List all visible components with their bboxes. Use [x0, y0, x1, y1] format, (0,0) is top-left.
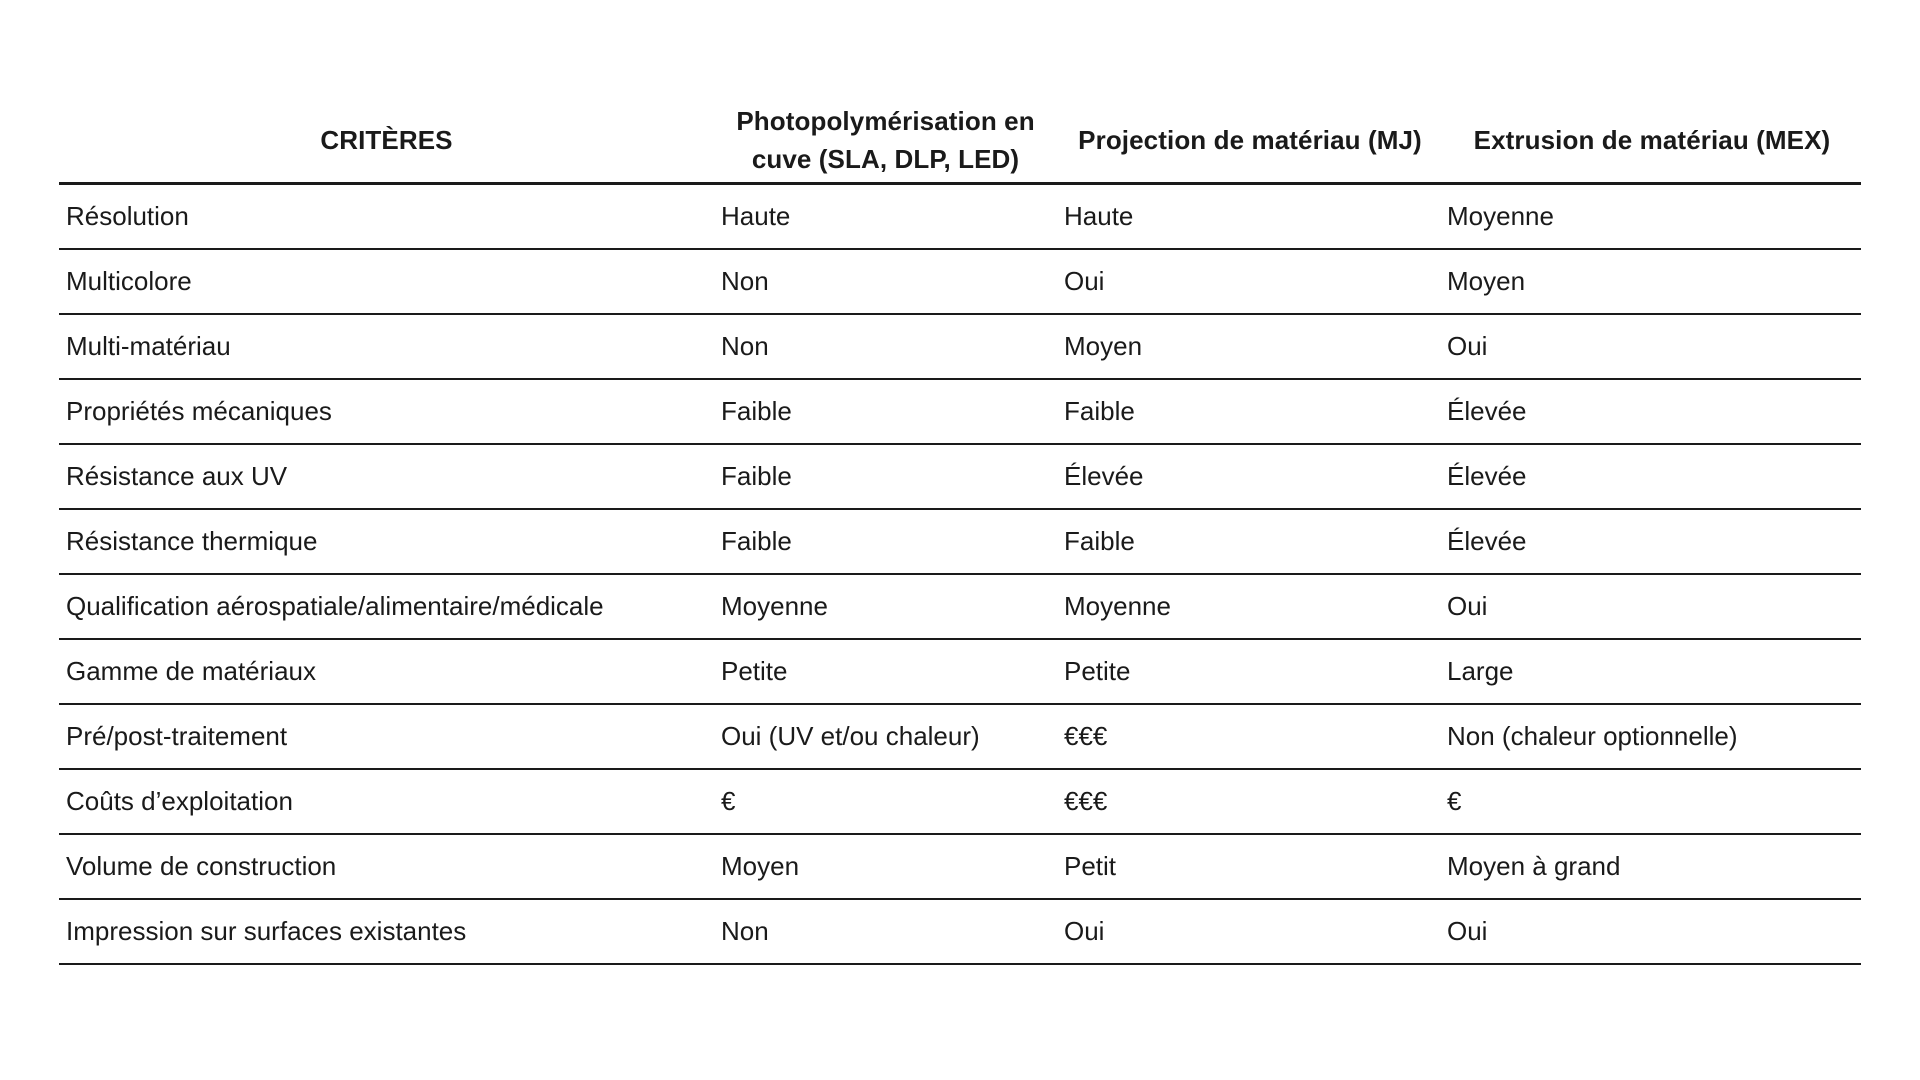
- value-cell: Faible: [714, 444, 1057, 509]
- table-row: [59, 899, 1861, 964]
- value-cell: €: [1443, 769, 1861, 834]
- value-cell: Élevée: [1443, 444, 1861, 509]
- table-row: [59, 249, 1861, 314]
- header-material-jetting: Projection de matériau (MJ): [1057, 98, 1443, 184]
- criteria-cell: Résistance aux UV: [59, 444, 714, 509]
- header-criteria: CRITÈRES: [59, 98, 714, 184]
- table-row: [59, 639, 1861, 704]
- value-cell: Faible: [714, 379, 1057, 444]
- header-material-extrusion: Extrusion de matériau (MEX): [1443, 98, 1861, 184]
- table-header: [59, 98, 1861, 184]
- header-row: [59, 98, 1861, 184]
- value-cell: Non: [714, 249, 1057, 314]
- table-row: [59, 769, 1861, 834]
- value-cell: Moyen: [714, 834, 1057, 899]
- value-cell: Non (chaleur optionnelle): [1443, 704, 1861, 769]
- value-cell: Moyen: [1443, 249, 1861, 314]
- table-row: [59, 314, 1861, 379]
- value-cell: €€€: [1057, 704, 1443, 769]
- table-row: [59, 834, 1861, 899]
- value-cell: Haute: [714, 184, 1057, 250]
- value-cell: Faible: [1057, 379, 1443, 444]
- value-cell: Oui: [1443, 314, 1861, 379]
- value-cell: Moyenne: [1443, 184, 1861, 250]
- criteria-cell: Qualification aérospatiale/alimentaire/médicale: [59, 574, 714, 639]
- criteria-cell: Multicolore: [59, 249, 714, 314]
- criteria-cell: Gamme de matériaux: [59, 639, 714, 704]
- value-cell: Oui: [1443, 574, 1861, 639]
- value-cell: Moyenne: [714, 574, 1057, 639]
- table-row: [59, 184, 1861, 250]
- criteria-cell: Volume de construction: [59, 834, 714, 899]
- table-row: [59, 444, 1861, 509]
- value-cell: Oui (UV et/ou chaleur): [714, 704, 1057, 769]
- value-cell: Oui: [1057, 899, 1443, 964]
- value-cell: Élevée: [1443, 379, 1861, 444]
- value-cell: Élevée: [1057, 444, 1443, 509]
- table-row: [59, 379, 1861, 444]
- value-cell: Oui: [1443, 899, 1861, 964]
- criteria-cell: Coûts d’exploitation: [59, 769, 714, 834]
- value-cell: €€€: [1057, 769, 1443, 834]
- comparison-table: [59, 98, 1861, 965]
- value-cell: Faible: [1057, 509, 1443, 574]
- value-cell: Haute: [1057, 184, 1443, 250]
- criteria-cell: Résolution: [59, 184, 714, 250]
- value-cell: Large: [1443, 639, 1861, 704]
- criteria-cell: Impression sur surfaces existantes: [59, 899, 714, 964]
- value-cell: Oui: [1057, 249, 1443, 314]
- value-cell: Non: [714, 314, 1057, 379]
- value-cell: Petite: [714, 639, 1057, 704]
- comparison-table-container: [59, 98, 1861, 965]
- criteria-cell: Pré/post-traitement: [59, 704, 714, 769]
- value-cell: Moyen: [1057, 314, 1443, 379]
- value-cell: Élevée: [1443, 509, 1861, 574]
- value-cell: Moyen à grand: [1443, 834, 1861, 899]
- value-cell: Faible: [714, 509, 1057, 574]
- criteria-cell: Multi-matériau: [59, 314, 714, 379]
- value-cell: €: [714, 769, 1057, 834]
- value-cell: Petite: [1057, 639, 1443, 704]
- criteria-cell: Résistance thermique: [59, 509, 714, 574]
- table-row: [59, 574, 1861, 639]
- table-row: [59, 509, 1861, 574]
- table-body: [59, 184, 1861, 965]
- value-cell: Petit: [1057, 834, 1443, 899]
- criteria-cell: Propriétés mécaniques: [59, 379, 714, 444]
- value-cell: Moyenne: [1057, 574, 1443, 639]
- header-vat-photopolymerization: Photopolymérisation en cuve (SLA, DLP, LED): [714, 98, 1057, 184]
- table-row: [59, 704, 1861, 769]
- value-cell: Non: [714, 899, 1057, 964]
